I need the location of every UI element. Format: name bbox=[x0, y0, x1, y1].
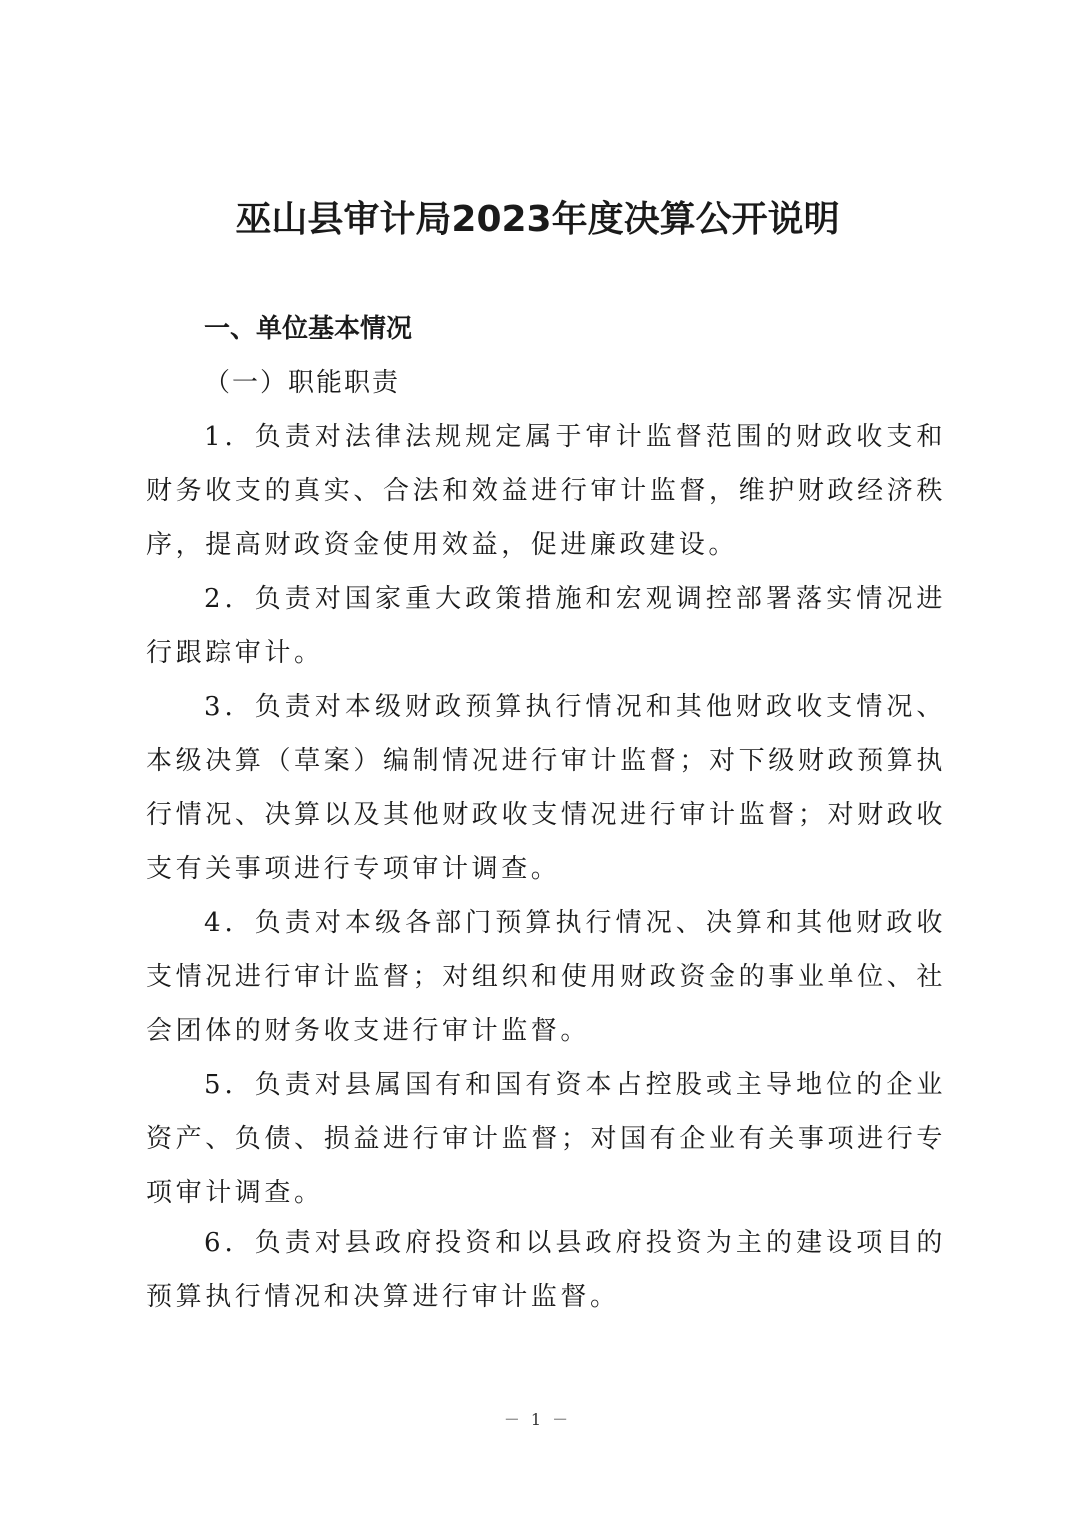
section-heading: 一、单位基本情况 bbox=[204, 314, 413, 344]
sub-heading: （一）职能职责 bbox=[204, 368, 401, 398]
paragraph-duty-6: 6．负责对县政府投资和以县政府投资为主的建设项目的预算执行情况和决算进行审计监督。 bbox=[146, 1228, 946, 1312]
paragraph-duty-2: 2．负责对国家重大政策措施和宏观调控部署落实情况进行跟踪审计。 bbox=[146, 584, 946, 668]
document-title: 巫山县审计局2023年度决算公开说明 bbox=[235, 199, 840, 240]
paragraph-duty-3: 3．负责对本级财政预算执行情况和其他财政收支情况、本级决算（草案）编制情况进行审计监督；对下级财政预算执行情况、决算以及其他财政收支情况进行审计监督；对财政收支有关事项进行专项审计调查。 bbox=[146, 692, 946, 884]
paragraph-duty-1: 1．负责对法律法规规定属于审计监督范围的财政收支和财务收支的真实、合法和效益进行审计监督，维护财政经济秩序，提高财政资金使用效益，促进廉政建设。 bbox=[146, 422, 946, 560]
page-number: － 1 － bbox=[503, 1410, 572, 1429]
paragraph-duty-5: 5．负责对县属国有和国有资本占控股或主导地位的企业资产、负债、损益进行审计监督；对国有企业有关事项进行专项审计调查。 bbox=[146, 1070, 946, 1208]
paragraph-duty-4: 4．负责对本级各部门预算执行情况、决算和其他财政收支情况进行审计监督；对组织和使用财政资金的事业单位、社会团体的财务收支进行审计监督。 bbox=[146, 908, 946, 1046]
